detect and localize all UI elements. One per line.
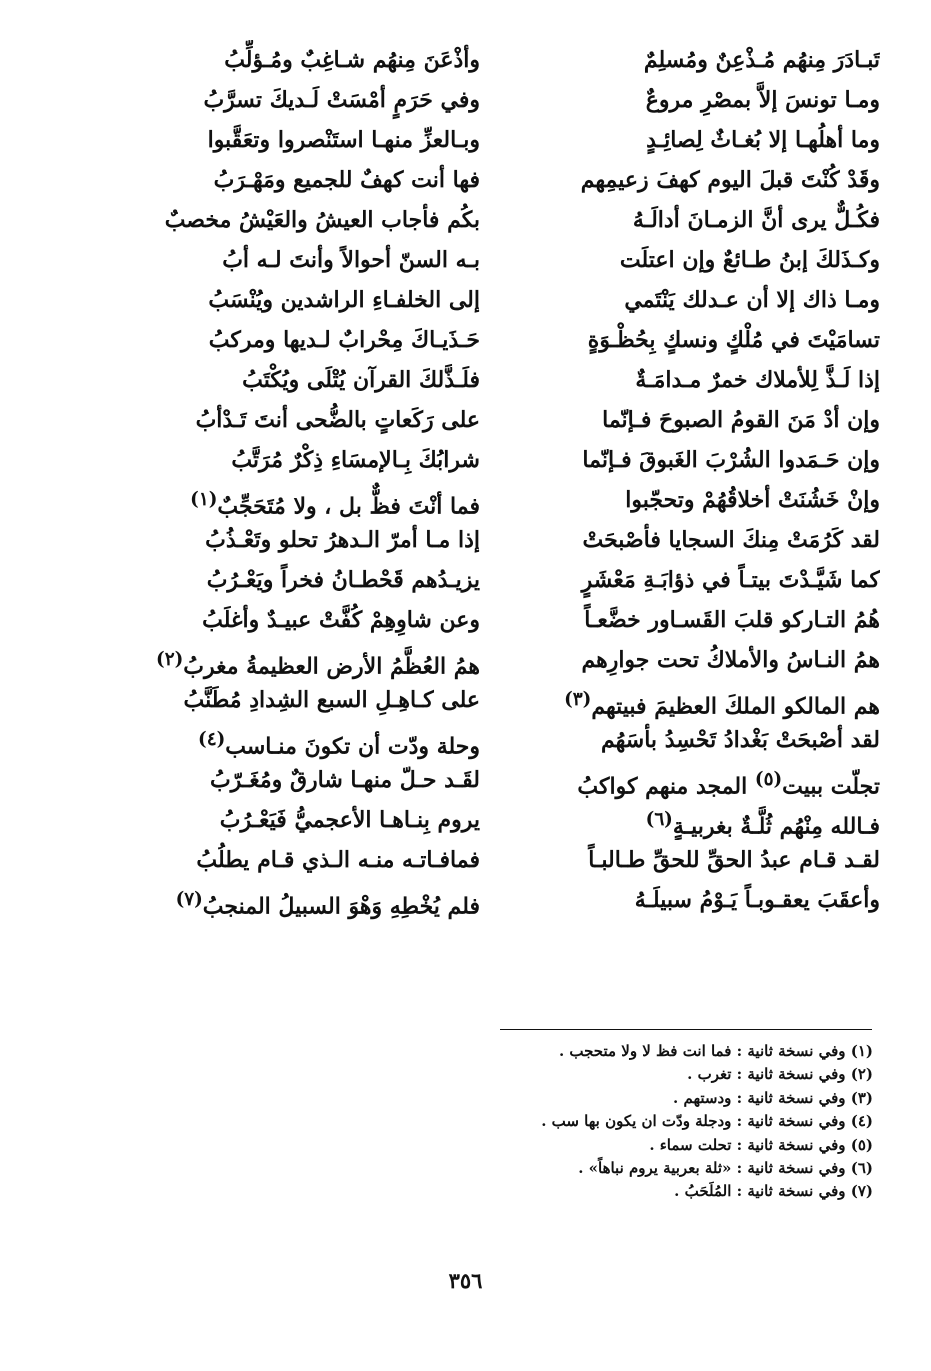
verse-right-12: وإنْ خَشُنَتْ أخلاقُهُمْ وتحجّبوا	[625, 487, 880, 513]
verse-text: وحلة ودّت أن تكونَ منـاسب	[225, 733, 480, 760]
page-number: ٣٥٦	[448, 1268, 483, 1293]
footnote-mark-3: (٣)	[564, 689, 592, 710]
verse-left-20: يروم بِنـاهـا الأعجميُّ فَيَعْـرُبُ	[219, 807, 480, 833]
verse-right-19	[520, 760, 880, 800]
verse-text: فما أنْتَ فظٌّ بل ، ولا مُتَحَجِّبٌ	[217, 493, 480, 520]
footnote-7: (٧) وفي نسخة ثانية : المُلَحَبُ .	[674, 1182, 873, 1201]
verse-left-1: وأذْعَنَ مِنهُم شـاغِبٌ ومُـؤلِّبُ	[224, 47, 480, 73]
verse-left-7: إلى الخلفـاءِ الراشدين ويُنْسَبُ	[208, 287, 480, 313]
verse-right-8: تسامَيْتَ في مُلْكٍ ونسكٍ بِحُظْـوَةٍ	[587, 327, 880, 353]
footnote-mark-4: (٤)	[198, 729, 226, 750]
verse-right-18: لقد أصْبحَتْ بَغْدادُ تَحْسِدُ بأسَهُم	[601, 727, 880, 753]
verse-left-4: فها أنت كهفٌ للجميع ومَهْـرَبُ	[213, 167, 480, 193]
footnote-mark-6: (٦)	[645, 809, 673, 830]
footnote-mark-2: (٢)	[156, 649, 184, 670]
verse-left-17: على كـاهِـلِ السبع الشِدادِ مُطَنَّبُ	[183, 687, 480, 713]
poem-body	[120, 40, 880, 920]
footnote-mark-1: (١)	[190, 489, 218, 510]
footnote-1: (١) وفي نسخة ثانية : فما انت فظ لا ولا متحجب .	[558, 1042, 873, 1060]
verse-left-2: وفي حَرَمٍ أمْسَتْ لَـديكَ تسرَّبُ	[203, 87, 480, 113]
verse-right-16: همُ النـاسُ والأملاكُ تحت جوارِهم	[581, 647, 880, 673]
verse-right-15: هُمُ التـاركو قلبَ القَسـاور خضَّعـاً	[584, 607, 880, 633]
verse-right-9: إذا لَـذَّ لِلأملاك خمرٌ مـدامَـةٌ	[635, 367, 880, 393]
poem-right-column	[520, 40, 880, 920]
verse-left-3: وبـالعزِّ منهـا استَنْصروا وتعَقَّبوا	[207, 127, 480, 153]
verse-left-5: بكُم فأجاب العيشُ والعَيْشُ مخصبٌ	[164, 207, 480, 233]
verse-left-19: لقَـد حـلّ منهـا شارقٌ ومُغَـرّبُ	[209, 767, 480, 793]
verse-right-20	[520, 800, 880, 840]
verse-left-22	[120, 880, 480, 920]
verse-left-9: فلَـذَّلكَ القرآن يُتْلَى ويُكْتَبُ	[242, 367, 480, 393]
verse-text: فلم يُخْطِهِ وَهْوَ السبيلُ المنجبُ	[202, 893, 480, 920]
verse-right-17	[520, 680, 880, 720]
verse-left-11: شرابُكَ بِـالإمسَاءِ ذِكْرٌ مُرَتَّبُ	[231, 447, 480, 473]
footnotes	[433, 1040, 873, 1204]
verse-right-3: وما أهلُهـا إلا بُغـاثٌ لِصائِـدٍ	[646, 127, 880, 153]
verse-right-1: تَبـادَرَ مِنهُم مُـذْعِنٌ ومُسلِمٌ	[643, 47, 880, 73]
verse-text: همُ العُظَّمُ الأرضِ العظيمةُ مغربُ	[183, 653, 480, 680]
verse-right-13: لقد كَرُمَتْ مِنكَ السجايا فأصْبحَتْ	[582, 527, 880, 553]
footnote-3: (٣) وفي نسخة ثانية : ودستهم .	[673, 1088, 873, 1107]
verse-text: تجلّت ببيت	[782, 773, 880, 800]
verse-left-10: على رَكَعاتٍ بالضُّحى أنتَ تَـدْأبُ	[195, 407, 480, 433]
verse-left-14: يزيـدُهم قَحْطـانُ فخراً ويَعْـرُبُ	[206, 567, 480, 593]
verse-right-6: وكـذَلكَ إبنُ طـائعٌ وإن اعتلَت	[619, 247, 880, 273]
verse-left-15: وعن شاوِهِمْ كُفَّتْ عبيـدٌ وأغلَبُ	[202, 607, 480, 633]
verse-right-2: ومـا تونسَ إلاَّ بمصْرِ مروعٌ	[645, 87, 880, 113]
verse-right-22: وأعقَبَ يعقـوبـاً يَـوْمُ سبيلَـهُ	[634, 887, 880, 913]
verse-right-21: لقـد قـام عبدُ الحقِّ للحقِّ طـالبـاً	[588, 847, 880, 873]
verse-right-4: وقَدْ كُنْتَ قبلَ اليوم كهفَ زعيمِهم	[580, 167, 880, 193]
verse-left-16	[120, 640, 480, 680]
verse-text: فـالله مِنْهُم ثُلَّـةٌ بغربيـةٍ	[672, 813, 880, 840]
verse-left-12	[120, 480, 480, 520]
verse-text-continued: المجد منهم كواكبُ	[577, 773, 748, 800]
verse-right-11: وإن حَـمَدوا الشُرْبَ الغَبوقَ فـإنّما	[582, 447, 880, 473]
verse-left-6: بـه السنّ أحوالاً وأنتَ لـه أبُ	[222, 247, 480, 273]
footnote-4: (٤) وفي نسخة ثانية : ودجلة ودّت ان يكون بها سب .	[541, 1112, 873, 1131]
verse-left-8: حَـذَيـاكَ مِحْرابٌ لـديها ومركبُ	[208, 327, 480, 353]
footnote-2: (٢) وفي نسخة ثانية : تغرب .	[687, 1065, 873, 1084]
verse-left-18	[120, 720, 480, 760]
verse-left-21: فمافـاتـه منـه الـذي قـام يطلُبُ	[196, 847, 480, 873]
footnote-divider	[500, 1029, 872, 1030]
verse-right-10: وإن أدْ مَنَ القومُ الصبوحَ فـإنّما	[602, 407, 880, 433]
footnote-mark-7: (٧)	[175, 889, 203, 910]
verse-right-7: ومـا ذاك إلا أن عـدلك يَنْتَمي	[624, 287, 880, 313]
verse-right-14: كما شَيَّـدْتَ بيتـاً في ذؤابَـةِ مَعْشَرٍ	[581, 567, 880, 593]
footnote-5: (٥) وفي نسخة ثانية : تحلت سماء .	[649, 1135, 873, 1154]
footnote-mark-5: (٥)	[754, 769, 783, 790]
verse-text: هم المالكو الملكَ العظيمَ فبيتهم	[591, 693, 880, 720]
verse-right-5: فكُـلٌّ يرى أنَّ الزمـانَ أدالَـهُ	[632, 207, 880, 233]
footnote-6: (٦) وفي نسخة ثانية : «ثلة بعربية يروم نباهاً» .	[578, 1158, 873, 1177]
verse-left-13: إذا مـا أمرّ الـدهرُ تحلو وتَعْـذُبُ	[205, 527, 480, 553]
poem-left-column	[120, 40, 480, 920]
